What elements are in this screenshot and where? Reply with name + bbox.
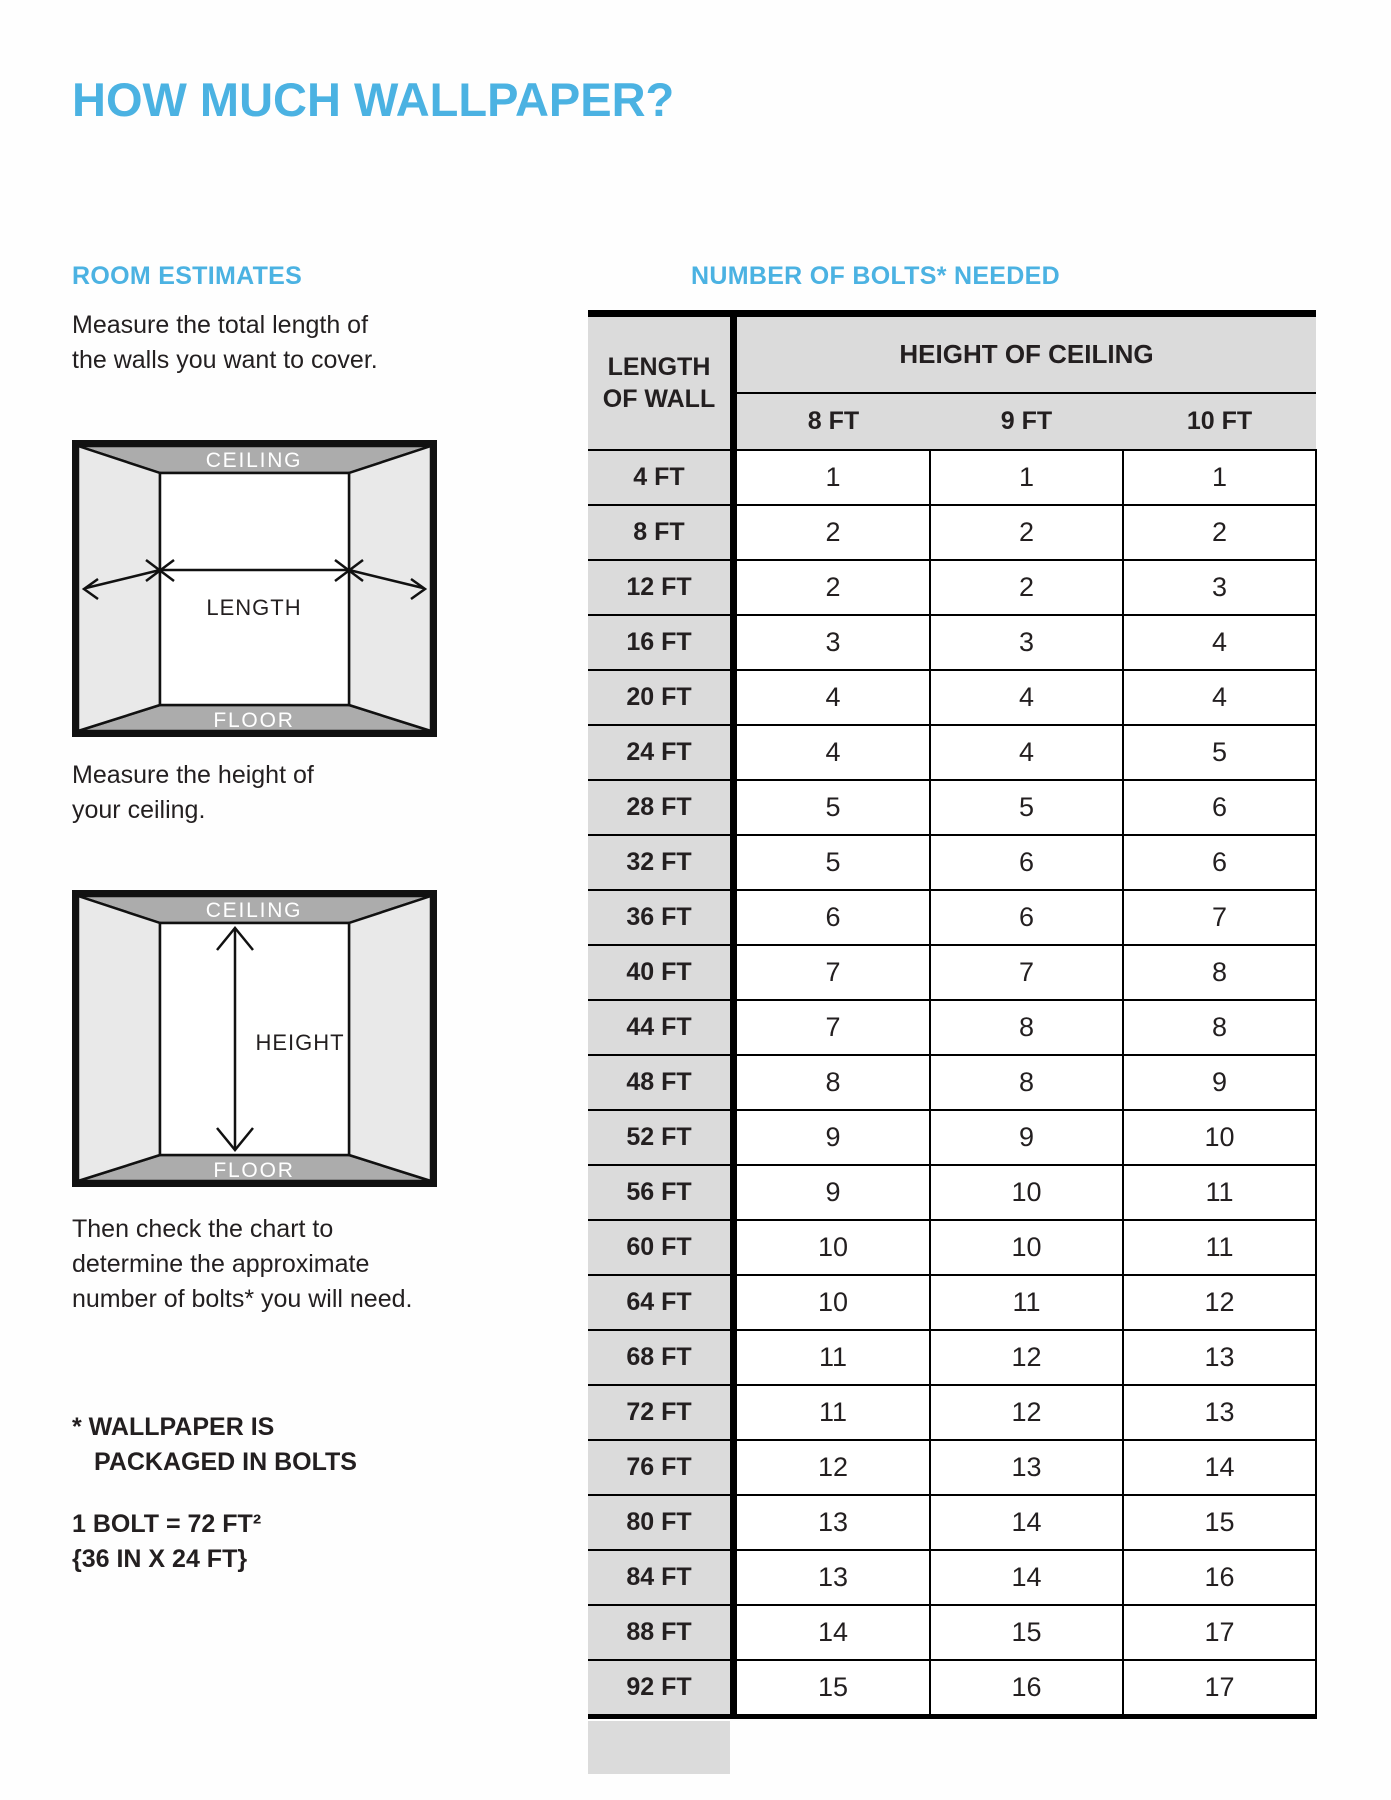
bolt-count-cell: 11 [734, 1330, 931, 1385]
bolt-count-cell: 4 [734, 725, 931, 780]
ceiling-label: CEILING [205, 899, 303, 922]
bolt-count-cell: 13 [930, 1440, 1123, 1495]
bolt-count-cell: 6 [1123, 780, 1316, 835]
bolt-count-cell: 4 [1123, 615, 1316, 670]
wall-length-cell: 68 FT [588, 1330, 734, 1385]
wall-length-cell: 92 FT [588, 1660, 734, 1717]
table-row [588, 615, 1316, 670]
wall-length-cell: 64 FT [588, 1275, 734, 1330]
bolt-count-cell: 5 [734, 835, 931, 890]
wall-length-cell: 72 FT [588, 1385, 734, 1440]
col-header-9ft: 9 FT [930, 393, 1123, 450]
instruction-line: the walls you want to cover. [72, 346, 378, 374]
bolt-count-cell: 2 [930, 505, 1123, 560]
instruction-check-chart [72, 1212, 412, 1317]
bolt-count-cell: 13 [734, 1550, 931, 1605]
wall-length-cell: 36 FT [588, 890, 734, 945]
instruction-line: Measure the height of [72, 761, 314, 789]
instruction-line: your ceiling. [72, 796, 206, 824]
height-of-ceiling-header: HEIGHT OF CEILING [734, 314, 1317, 394]
bolt-count-cell: 3 [930, 615, 1123, 670]
table-row [588, 890, 1316, 945]
bolt-count-cell: 11 [1123, 1220, 1316, 1275]
bolt-definition [72, 1507, 261, 1577]
bolt-count-cell: 13 [1123, 1330, 1316, 1385]
bolt-count-cell: 12 [930, 1385, 1123, 1440]
table-row [588, 1495, 1316, 1550]
bolt-definition-line: 1 BOLT = 72 FT² [72, 1510, 262, 1538]
header-line: OF WALL [602, 385, 716, 413]
col-header-10ft: 10 FT [1123, 393, 1316, 450]
bolt-count-cell: 10 [734, 1220, 931, 1275]
wall-length-cell: 84 FT [588, 1550, 734, 1605]
table-row [588, 1330, 1316, 1385]
footnote-line: * WALLPAPER IS [72, 1413, 275, 1441]
bolt-count-cell: 7 [1123, 890, 1316, 945]
right-wall-panel [349, 446, 431, 731]
bolt-count-cell: 9 [734, 1165, 931, 1220]
bolt-count-cell: 6 [930, 835, 1123, 890]
bolt-count-cell: 7 [930, 945, 1123, 1000]
bolt-count-cell: 2 [930, 560, 1123, 615]
table-row [588, 1605, 1316, 1660]
bolt-count-cell: 17 [1123, 1605, 1316, 1660]
bolt-count-cell: 12 [930, 1330, 1123, 1385]
bolt-count-cell: 13 [1123, 1385, 1316, 1440]
wall-length-cell: 16 FT [588, 615, 734, 670]
bolt-count-cell: 3 [734, 615, 931, 670]
instruction-line: determine the approximate [72, 1250, 370, 1278]
header-line: LENGTH [607, 353, 711, 381]
height-label: HEIGHT [255, 1030, 345, 1055]
bolt-count-cell: 11 [734, 1385, 931, 1440]
table-row [588, 1055, 1316, 1110]
bolt-count-cell: 12 [1123, 1275, 1316, 1330]
instruction-measure-length [72, 308, 378, 378]
table-row [588, 725, 1316, 780]
table-row [588, 1220, 1316, 1275]
table-row [588, 835, 1316, 890]
wall-length-cell: 48 FT [588, 1055, 734, 1110]
instruction-measure-height [72, 758, 314, 828]
bolt-count-cell: 11 [930, 1275, 1123, 1330]
bolt-count-cell: 13 [734, 1495, 931, 1550]
bolt-count-cell: 8 [1123, 945, 1316, 1000]
left-wall-panel [78, 446, 160, 731]
bolt-count-cell: 14 [930, 1495, 1123, 1550]
bolt-count-cell: 11 [1123, 1165, 1316, 1220]
instruction-line: number of bolts* you will need. [72, 1285, 413, 1313]
table-row [588, 560, 1316, 615]
length-room-diagram [72, 440, 437, 737]
bolt-count-cell: 4 [930, 670, 1123, 725]
table-row [588, 1000, 1316, 1055]
bolt-count-cell: 7 [734, 945, 931, 1000]
floor-label: FLOOR [213, 709, 295, 732]
bolts-needed-heading: NUMBER OF BOLTS* NEEDED [691, 262, 1060, 290]
bolt-count-cell: 5 [930, 780, 1123, 835]
bolt-count-cell: 8 [1123, 1000, 1316, 1055]
table-row [588, 780, 1316, 835]
left-wall-panel [78, 896, 160, 1181]
wall-length-cell: 88 FT [588, 1605, 734, 1660]
bolt-count-cell: 2 [734, 560, 931, 615]
table-row [588, 670, 1316, 725]
back-wall-panel [160, 473, 349, 705]
instruction-line: Then check the chart to [72, 1215, 334, 1243]
page-title: HOW MUCH WALLPAPER? [72, 73, 675, 126]
wall-length-cell: 28 FT [588, 780, 734, 835]
wall-length-cell: 76 FT [588, 1440, 734, 1495]
wall-length-cell: 44 FT [588, 1000, 734, 1055]
bolt-count-cell: 1 [1123, 450, 1316, 505]
bolt-count-cell: 12 [734, 1440, 931, 1495]
length-of-wall-header [588, 314, 734, 451]
right-wall-panel [349, 896, 431, 1181]
wall-length-cell: 24 FT [588, 725, 734, 780]
bolt-count-cell: 5 [734, 780, 931, 835]
table-bottom-gray-stub [588, 1721, 730, 1774]
bolt-count-cell: 2 [734, 505, 931, 560]
wall-length-cell: 60 FT [588, 1220, 734, 1275]
bolt-count-cell: 15 [930, 1605, 1123, 1660]
length-label: LENGTH [206, 595, 302, 620]
bolt-count-cell: 2 [1123, 505, 1316, 560]
bolt-count-cell: 16 [1123, 1550, 1316, 1605]
bolt-count-cell: 14 [1123, 1440, 1316, 1495]
bolt-definition-line: {36 IN X 24 FT} [72, 1545, 248, 1573]
bolt-count-cell: 5 [1123, 725, 1316, 780]
bolt-count-cell: 14 [930, 1550, 1123, 1605]
bolt-count-cell: 10 [930, 1165, 1123, 1220]
floor-label: FLOOR [213, 1159, 295, 1182]
col-header-8ft: 8 FT [734, 393, 931, 450]
table-row [588, 1440, 1316, 1495]
bolts-table [588, 310, 1317, 1719]
bolt-count-cell: 15 [734, 1660, 931, 1717]
table-row [588, 1385, 1316, 1440]
bolt-count-cell: 9 [1123, 1055, 1316, 1110]
bolt-count-cell: 4 [1123, 670, 1316, 725]
bolts-footnote [72, 1410, 357, 1480]
bolt-count-cell: 4 [930, 725, 1123, 780]
table-header-row [588, 314, 1316, 394]
bolt-count-cell: 1 [930, 450, 1123, 505]
bolt-count-cell: 10 [1123, 1110, 1316, 1165]
bolt-count-cell: 9 [930, 1110, 1123, 1165]
wall-length-cell: 20 FT [588, 670, 734, 725]
table-row [588, 945, 1316, 1000]
wall-length-cell: 40 FT [588, 945, 734, 1000]
room-estimates-heading: ROOM ESTIMATES [72, 262, 303, 290]
wall-length-cell: 12 FT [588, 560, 734, 615]
bolt-count-cell: 16 [930, 1660, 1123, 1717]
bolt-count-cell: 8 [734, 1055, 931, 1110]
bolt-count-cell: 10 [734, 1275, 931, 1330]
wall-length-cell: 4 FT [588, 450, 734, 505]
instruction-line: Measure the total length of [72, 311, 369, 339]
height-room-diagram [72, 890, 437, 1187]
table-row [588, 505, 1316, 560]
bolt-count-cell: 14 [734, 1605, 931, 1660]
table-row [588, 1660, 1316, 1717]
wall-length-cell: 80 FT [588, 1495, 734, 1550]
bolt-count-cell: 9 [734, 1110, 931, 1165]
bolt-count-cell: 10 [930, 1220, 1123, 1275]
wall-length-cell: 56 FT [588, 1165, 734, 1220]
table-row [588, 450, 1316, 505]
table-row [588, 1165, 1316, 1220]
bolt-count-cell: 8 [930, 1055, 1123, 1110]
table-row [588, 1550, 1316, 1605]
wall-length-cell: 32 FT [588, 835, 734, 890]
table-row [588, 1110, 1316, 1165]
bolt-count-cell: 8 [930, 1000, 1123, 1055]
ceiling-label: CEILING [205, 449, 303, 472]
bolt-count-cell: 6 [734, 890, 931, 945]
bolt-count-cell: 1 [734, 450, 931, 505]
bolt-count-cell: 17 [1123, 1660, 1316, 1717]
bolt-count-cell: 15 [1123, 1495, 1316, 1550]
bolt-count-cell: 6 [1123, 835, 1316, 890]
bolt-count-cell: 3 [1123, 560, 1316, 615]
bolt-count-cell: 4 [734, 670, 931, 725]
table-row [588, 1275, 1316, 1330]
wall-length-cell: 8 FT [588, 505, 734, 560]
wall-length-cell: 52 FT [588, 1110, 734, 1165]
bolt-count-cell: 6 [930, 890, 1123, 945]
bolt-count-cell: 7 [734, 1000, 931, 1055]
footnote-line: PACKAGED IN BOLTS [94, 1448, 357, 1476]
